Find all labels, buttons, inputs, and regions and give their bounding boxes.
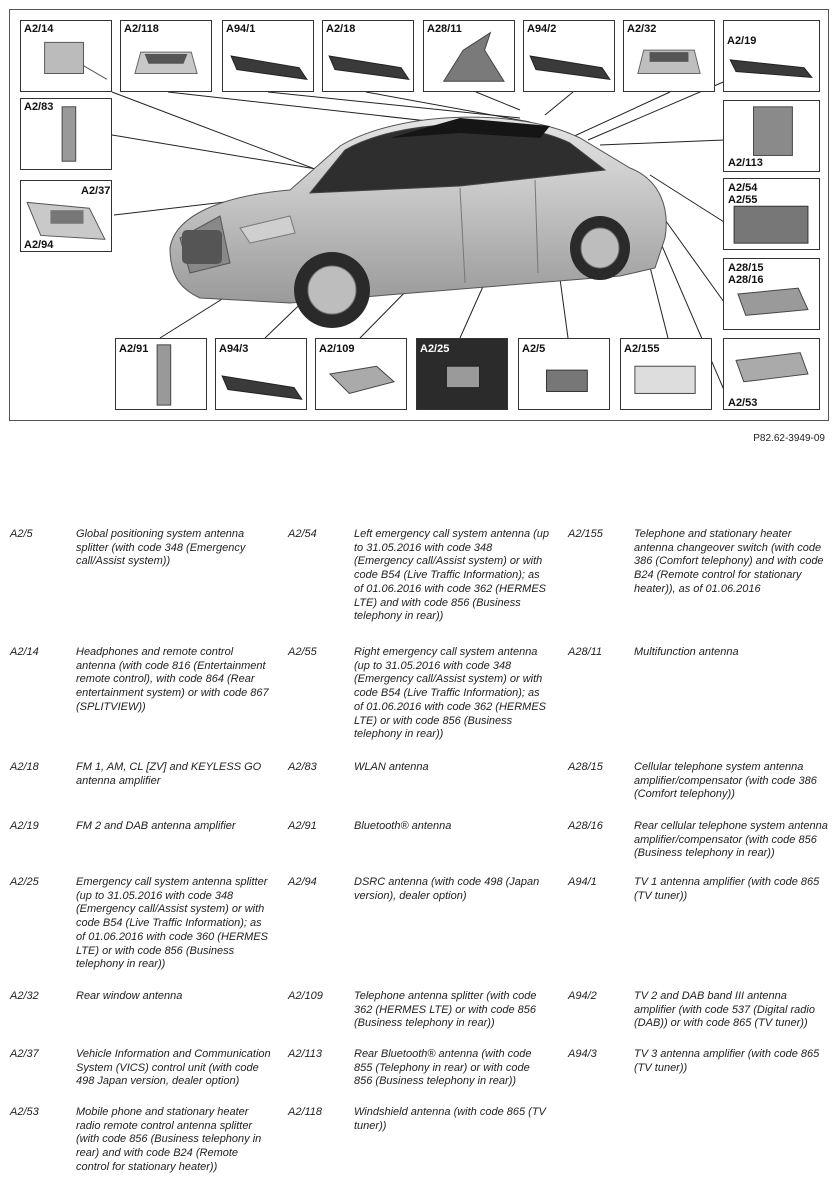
legend-code: A2/109 xyxy=(288,990,323,1002)
callout-label: A2/18 xyxy=(326,23,356,35)
callout-a2-53 xyxy=(723,338,820,410)
legend-code: A94/3 xyxy=(568,1048,597,1060)
callout-a2-14 xyxy=(20,20,112,92)
callout-a2-18 xyxy=(322,20,414,92)
callout-label: A2/25 xyxy=(420,343,450,355)
legend-code: A2/32 xyxy=(10,990,39,1002)
legend-description: WLAN antenna xyxy=(354,761,429,773)
antenna-diagram xyxy=(9,9,829,421)
legend-description: Headphones and remote control antenna (with code 816 (Entertainment remote control), with code 864 (Rear entertainment system) or with code 867 (SPLITVIEW)) xyxy=(76,646,269,713)
callout-label: A28/16 xyxy=(728,274,764,286)
legend-code: A28/15 xyxy=(568,761,603,773)
legend-description: Vehicle Information and Communication System (VICS) control unit (with code 498 Japan version, dealer option) xyxy=(76,1048,271,1088)
callout-label: A2/118 xyxy=(124,23,159,35)
legend-description: Cellular telephone system antenna amplifier/compensator (with code 386 (Comfort telephony)) xyxy=(634,761,817,801)
vehicle-illustration xyxy=(160,98,680,348)
callout-a2-109 xyxy=(315,338,407,410)
legend-code: A2/37 xyxy=(10,1048,39,1060)
legend-description: DSRC antenna (with code 498 (Japan version), dealer option) xyxy=(354,876,540,902)
callout-label: A2/113 xyxy=(728,157,763,169)
callout-label: A94/2 xyxy=(527,23,557,35)
callout-a2-25 xyxy=(416,338,508,410)
callout-label: A2/53 xyxy=(728,397,758,409)
legend-code: A28/11 xyxy=(568,646,603,658)
callout-a2-54-a2-55 xyxy=(723,178,820,250)
legend-code: A2/55 xyxy=(288,646,317,658)
callout-label: A2/5 xyxy=(522,343,546,355)
legend-description: Emergency call system antenna splitter (up to 31.05.2016 with code 348 (Emergency call/Assist system) or with code B54 (Live Traffic Information); as of 01.06.2016 with code 360 (HERMES LTE) or with code 856 (Business telephony in rear)) xyxy=(76,876,269,971)
legend-code: A2/54 xyxy=(288,528,317,540)
legend-description: Windshield antenna (with code 865 (TV tuner)) xyxy=(354,1106,546,1132)
callout-label: A94/3 xyxy=(219,343,249,355)
legend-code: A2/118 xyxy=(288,1106,323,1118)
figure-code: P82.62-3949-09 xyxy=(753,433,825,444)
callout-label: A94/1 xyxy=(226,23,256,35)
callout-label: A2/155 xyxy=(624,343,660,355)
callout-a2-113 xyxy=(723,100,820,172)
callout-a28-15-a28-16 xyxy=(723,258,820,330)
legend-description: Global positioning system antenna splitter (with code 348 (Emergency call/Assist system)) xyxy=(76,528,246,568)
callout-a2-32 xyxy=(623,20,715,92)
legend-code: A2/94 xyxy=(288,876,317,888)
callout-label: A2/94 xyxy=(24,239,54,251)
callout-a2-118 xyxy=(120,20,212,92)
callout-label: A2/55 xyxy=(728,194,758,206)
legend-description: Telephone antenna splitter (with code 362 (HERMES LTE) or with code 856 (Business telephony in rear)) xyxy=(354,990,537,1030)
callout-label: A2/32 xyxy=(627,23,657,35)
legend-code: A2/83 xyxy=(288,761,317,773)
callout-label: A2/109 xyxy=(319,343,355,355)
legend-code: A2/113 xyxy=(288,1048,323,1060)
callout-a2-37-a2-94 xyxy=(20,180,112,252)
legend-code: A2/53 xyxy=(10,1106,39,1118)
legend-description: Telephone and stationary heater antenna changeover switch (with code 386 (Comfort telephony) and with code B24 (Remote control for stationary heater)), as of 01.06.2016 xyxy=(634,528,824,595)
legend-code: A28/16 xyxy=(568,820,603,832)
legend-code: A2/5 xyxy=(10,528,33,540)
legend-code: A2/19 xyxy=(10,820,39,832)
legend-code: A2/91 xyxy=(288,820,317,832)
legend-description: Rear Bluetooth® antenna (with code 855 (Telephony in rear) or with code 856 (Business telephony in rear)) xyxy=(354,1048,532,1088)
legend-code: A2/25 xyxy=(10,876,39,888)
legend-description: Rear window antenna xyxy=(76,990,183,1002)
callout-a2-19 xyxy=(723,20,820,92)
callout-label: A2/37 xyxy=(81,185,111,197)
callout-label: A2/54 xyxy=(728,182,758,194)
callout-a2-5 xyxy=(518,338,610,410)
callout-label: A2/91 xyxy=(119,343,149,355)
legend-code: A2/14 xyxy=(10,646,39,658)
legend-code: A2/18 xyxy=(10,761,39,773)
callout-a94-3 xyxy=(215,338,307,410)
legend-description: Mobile phone and stationary heater radio remote control antenna splitter (with code 856 (Business telephony in rear) and with code B24 (Remote control for stationary heater)) xyxy=(76,1106,262,1173)
callout-a94-1 xyxy=(222,20,314,92)
callout-label: A28/11 xyxy=(427,23,462,35)
legend-description: FM 2 and DAB antenna amplifier xyxy=(76,820,236,832)
legend-description: Multifunction antenna xyxy=(634,646,739,658)
legend-description: Rear cellular telephone system antenna amplifier/compensator (with code 856 (Business telephony in rear)) xyxy=(634,820,828,860)
callout-a94-2 xyxy=(523,20,615,92)
callout-a2-155 xyxy=(620,338,712,410)
legend-description: Bluetooth® antenna xyxy=(354,820,452,832)
legend-description: TV 2 and DAB band III antenna amplifier (with code 537 (Digital radio (DAB)) or with code 865 (TV tuner)) xyxy=(634,990,815,1030)
legend-description: Left emergency call system antenna (up to 31.05.2016 with code 348 (Emergency call/Assist system) or with code B54 (Live Traffic Information); as of 01.06.2016 with code 362 (HERMES LTE) and with code 856 (Business telephony in rear)) xyxy=(354,528,550,623)
callout-a28-11 xyxy=(423,20,515,92)
legend-description: TV 1 antenna amplifier (with code 865 (TV tuner)) xyxy=(634,876,820,902)
callout-label: A2/83 xyxy=(24,101,54,113)
legend-description: FM 1, AM, CL [ZV] and KEYLESS GO antenna amplifier xyxy=(76,761,262,787)
legend-description: Right emergency call system antenna (up to 31.05.2016 with code 348 (Emergency call/Assist system) or with code B54 (Live Traffic Information); as of 01.06.2016 with code 362 (HERMES LTE) or with code 856 (Business telephony in rear)) xyxy=(354,646,547,741)
callout-label: A2/19 xyxy=(727,35,757,47)
legend-code: A94/1 xyxy=(568,876,597,888)
legend-code: A94/2 xyxy=(568,990,597,1002)
callout-label: A28/15 xyxy=(728,262,764,274)
legend-description: TV 3 antenna amplifier (with code 865 (TV tuner)) xyxy=(634,1048,820,1074)
callout-a2-83 xyxy=(20,98,112,170)
callout-label: A2/14 xyxy=(24,23,54,35)
callout-a2-91 xyxy=(115,338,207,410)
legend-code: A2/155 xyxy=(568,528,603,540)
